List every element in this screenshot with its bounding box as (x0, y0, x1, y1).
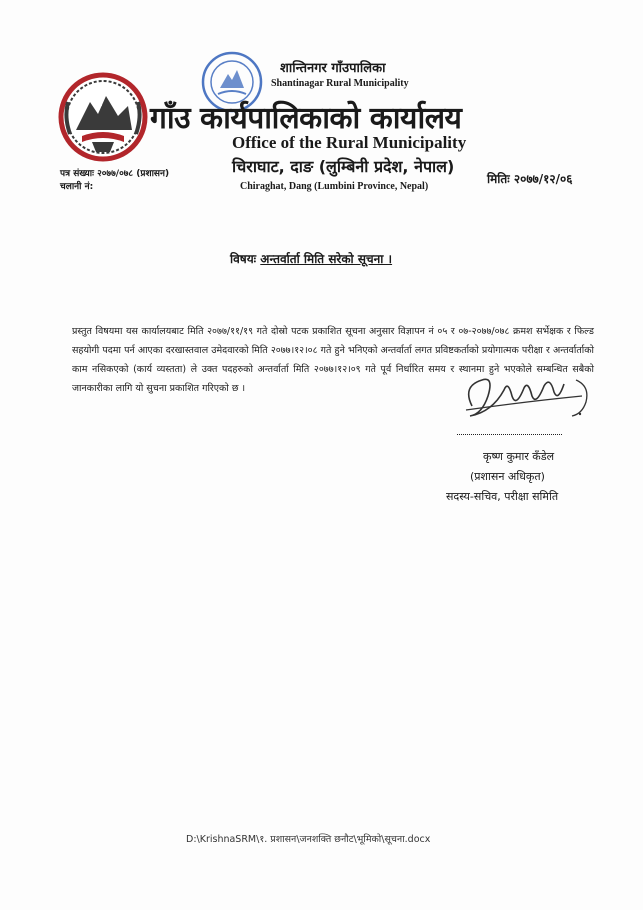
subject-title: अन्तर्वार्ता मिति सरेको सूचना । (260, 252, 393, 266)
office-title-np: गाँउ कार्यपालिकाको कार्यालय (150, 101, 462, 136)
signature-line (457, 434, 562, 435)
address-np: चिराघाट, दाङ (लुम्बिनी प्रदेश, नेपाल) (232, 157, 455, 176)
file-path-footer: D:\KrishnaSRM\१. प्रशासन\जनशक्ति छनौट\भूमिको\सूचना.docx (186, 834, 431, 845)
signatory-role: सदस्य-सचिव, परीक्षा समिति (446, 490, 559, 503)
address-en: Chiraghat, Dang (Lumbini Province, Nepal) (240, 181, 429, 192)
notice-body: प्रस्तुत विषयमा यस कार्यालयबाट मिति २०७७/११/१९ गते दोस्रो पटक प्रकाशित सूचना अनुसार विज्ञापन नं ०५ र ०७-२०७७/०७८ क्रमश सर्भेक्षक र फिल्ड सहयोगी पदमा पर्न आएका दरखास्तवाल उमेदवारको मिति २०७७।१२।०८ गते हुने भनिएको अन्तर्वार्ता लगत प्रविष्टकर्ताको प्रयोगात्मक परीक्षा र अन्तर्वार्ताको काम नसिकएको (कार्य व्यस्तता) ले उक्त पदहरुको अन्तर्वार्ता मिति २०७७।१२।०९ गते पूर्व निर्धारित समय र स्थानमा हुने भएकोले सम्बन्धित सबैको जानकारीका लागि यो सुचना प्रकाशित गरिएको छ । (72, 326, 594, 394)
org-name-en: Shantinagar Rural Municipality (271, 78, 409, 89)
nepal-emblem-icon (58, 72, 148, 162)
signatory-position: (प्रशासन अधिकृत) (470, 470, 545, 483)
subject-label: विषयः (230, 252, 257, 266)
handwritten-signature-icon (452, 366, 602, 426)
reference-block (60, 168, 169, 194)
subject-line (230, 250, 392, 267)
letter-date: मितिः २०७७/१२/०६ (487, 172, 573, 186)
letter-number: पत्र संख्याः २०७७/०७८ (प्रशासन) (60, 169, 170, 179)
office-title-en: Office of the Rural Municipality (232, 133, 467, 152)
dispatch-number: चलानी नं: (60, 182, 94, 192)
signatory-name: कृष्ण कुमार कँडेल (483, 450, 555, 463)
org-name-np: शान्तिनगर गाँउपालिका (280, 61, 386, 76)
